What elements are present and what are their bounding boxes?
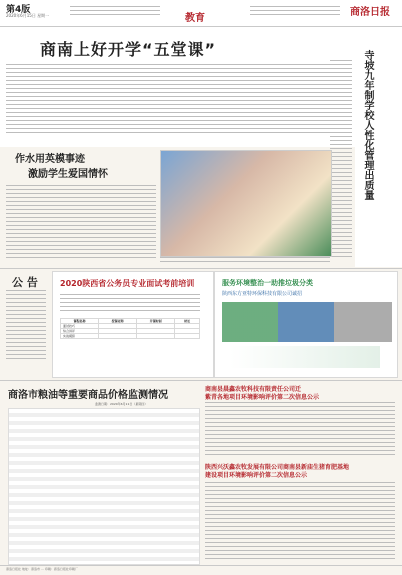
- exam-ad-title: 2020陕西省公务员专业面试考前培训: [60, 279, 195, 288]
- notice-title: 公 告: [12, 276, 38, 289]
- col-header: 开课时间: [137, 319, 175, 324]
- footer-text: 商洛日报社 地址：商洛市 … 印刷：商洛日报社印刷厂: [6, 567, 78, 571]
- second-article-text: [6, 185, 156, 260]
- masthead-logo: 商洛日报: [350, 7, 390, 18]
- photo-caption: [160, 257, 330, 263]
- classroom-photo: [160, 150, 332, 257]
- edition-meta: 2020年6月15日 星期一: [6, 13, 50, 18]
- price-title: 商洛市粮油等重要商品价格监测情况: [8, 390, 168, 401]
- col-header: 时长: [175, 319, 200, 324]
- cell: 综合讲评: [61, 329, 99, 334]
- exam-ad-table: [60, 318, 200, 339]
- eia-1-text: [205, 402, 395, 457]
- footer-divider: [0, 565, 402, 566]
- header-info-lines: [70, 6, 160, 16]
- section-label: [185, 6, 205, 25]
- lead-article-text: [6, 64, 336, 134]
- eia-2-text: [205, 482, 395, 562]
- lead-article-title: 商南上好开学“五堂课”: [40, 40, 217, 59]
- cell: 面试技巧: [61, 324, 99, 329]
- sidebar-article-title: 寺坡九年制学校人性化管理出质量: [362, 50, 373, 200]
- second-article-title: 作水用英模事迹: [15, 154, 85, 165]
- col-header: 课程名称: [61, 319, 99, 324]
- second-article-subtitle: 激励学生爱国情怀: [28, 169, 108, 180]
- cell: 实战模拟: [61, 334, 99, 339]
- eia-2-subtitle: 建设项目环境影响评价第二次信息公示: [205, 472, 308, 479]
- sidebar-article-text: [330, 60, 352, 260]
- notice-text: [6, 290, 46, 360]
- eia-2-title: 陕西兴沃鑫农牧发展有限公司商南县新庙生猪育肥基地: [205, 464, 350, 471]
- eia-1-subtitle: 紫青各地项目环境影响评价第二次信息公示: [205, 394, 320, 401]
- price-table: [8, 408, 200, 565]
- page-number: 第4版: [6, 5, 31, 15]
- exam-ad-text: [60, 294, 200, 314]
- section-name: 教育: [185, 13, 205, 24]
- divider-2: [0, 380, 402, 381]
- eia-1-title: 商南县晨鑫农牧科技有限责任公司迁: [205, 386, 302, 393]
- service-ad-subtitle: 陕西东方亚特环保科技有限公司诚招: [222, 291, 303, 297]
- truck-image: [230, 346, 380, 368]
- service-ad-title: 服务环境整治一助推垃圾分类: [222, 279, 313, 287]
- col-header: 授课老师: [99, 319, 137, 324]
- price-date: 监测日期：2020年6月11日（星期四）: [95, 402, 148, 406]
- header-info-lines-right: [250, 6, 340, 16]
- bins-image: [222, 302, 392, 342]
- divider-1: [0, 268, 402, 269]
